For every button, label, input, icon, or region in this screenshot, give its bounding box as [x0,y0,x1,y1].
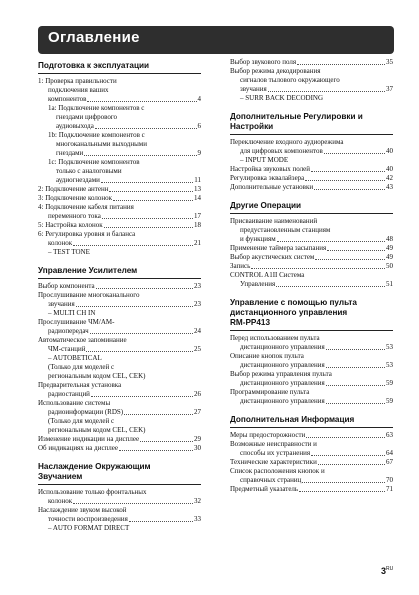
toc-page-number: 25 [194,345,201,353]
dot-leader [326,367,385,368]
toc-entry-text: радиоинформации (RDS) [48,408,124,416]
toc-entry [230,485,393,494]
toc-entry [38,435,201,444]
toc-entry [38,327,201,336]
toc-line [38,372,201,381]
toc-entry-text: подключения ваших [48,86,109,94]
toc-entry-text: Прослушивание многоканального [38,291,140,299]
toc-entry [230,379,393,388]
dot-leader [109,191,193,192]
toc-entry-text: 1a: Подключение компонентов с [48,104,145,112]
toc-page-number: 18 [194,221,201,229]
dot-leader [96,288,193,289]
toc-entry-text: 3: Подключение колонок [38,194,113,202]
toc-line [38,140,201,149]
dot-leader [87,101,196,102]
toc-entry [38,497,201,506]
dot-leader [119,450,193,451]
dot-leader [276,286,385,287]
toc-entry-text: дистанционного управления [240,361,325,369]
toc-entry-text: Регулировка эквалайзера [230,174,305,182]
toc-line [230,156,393,165]
dot-leader [73,503,193,504]
dot-leader [277,241,385,242]
dot-leader [299,491,385,492]
dot-leader [318,464,385,465]
toc-entry-text: звучания [48,300,75,308]
toc-entry [38,408,201,417]
toc-entry-text: – TEST TONE [48,248,90,256]
toc-entry-text: Выбор звукового поля [230,58,297,66]
toc-entry [38,122,201,131]
section-heading-line: дистанционного управления [230,308,348,317]
toc-entry-text: только с аналоговыми [56,167,122,175]
toc-page-number: 70 [386,476,393,484]
toc-line [38,167,201,176]
toc-entry-text: – MULTI CH IN [48,309,96,317]
toc-entry [38,390,201,399]
toc-entry [230,58,393,67]
dot-leader [326,385,385,386]
toc-entry-text: Наслаждение звуком высокой [38,506,127,514]
toc-entry [230,165,393,174]
toc-page-number: 23 [194,300,201,308]
toc-page-number: 49 [386,253,393,261]
dot-leader [76,306,193,307]
toc-page-number: 49 [386,244,393,252]
section-entries [230,431,393,494]
toc-page-number: 59 [386,397,393,405]
toc-page-number: 53 [386,343,393,351]
toc-entry-text: Об индикациях на дисплее [38,444,119,452]
toc-page-number: 24 [194,327,201,335]
toc-line [38,417,201,426]
page-number [381,566,393,576]
toc-entry [230,85,393,94]
toc-entry-text: – INPUT MODE [240,156,289,164]
dot-leader [91,396,193,397]
toc-page-number: 40 [386,147,393,155]
page-number-value: 3 [381,566,387,576]
toc-page-number: 42 [386,174,393,182]
dot-leader [311,455,385,456]
toc-entry [230,147,393,156]
toc-entry [230,361,393,370]
toc-entry [230,431,393,440]
dot-leader [86,351,193,352]
toc-line [38,524,201,533]
section-heading [230,109,393,135]
section-heading [230,198,393,214]
toc-entry [38,221,201,230]
toc-line [38,77,201,86]
toc-line [230,67,393,76]
toc-entry [230,174,393,183]
toc-entry-text: – AUTOBETICAL [48,354,102,362]
toc-page-number: 48 [386,235,393,243]
dot-leader [324,153,385,154]
section-entries [38,282,201,453]
toc-entry-text: дистанционного управления [240,397,325,405]
toc-entry-text: колонок [48,497,73,505]
toc-line [38,399,201,408]
toc-entry-text: Автоматическое запоминание [38,336,127,344]
toc-entry-text: 6: Регулировка уровня и баланса [38,230,136,238]
section-entries [230,217,393,289]
toc-entry [230,262,393,271]
toc-line [38,113,201,122]
toc-line [230,138,393,147]
toc-entry [38,212,201,221]
toc-entry-text: CONTROL A1II Система [230,271,305,279]
toc-entry [38,515,201,524]
section-entries [230,334,393,406]
toc-page-number: 71 [386,485,393,493]
toc-entry-text: Меры предосторожности [230,431,306,439]
toc-line [230,76,393,85]
toc-entry-text: Прослушивание ЧМ/АМ- [38,318,115,326]
dot-leader [101,182,193,183]
toc-entry-text: сигналов тылового окружающего [240,76,340,84]
toc-line [38,104,201,113]
toc-entry-text: радиостанций [48,390,90,398]
dot-leader [268,91,385,92]
toc-entry-text: звучания [240,85,267,93]
section-heading-line: Звучанием [38,472,83,481]
toc-entry-text: 1c: Подключение компонентов [48,158,140,166]
toc-page-number: 21 [194,239,201,247]
section-heading [230,412,393,428]
toc-entry-text: Выбор компонента [38,282,95,290]
toc-line [38,381,201,390]
toc-entry-text: Перед использованием пульта [230,334,320,342]
toc-entry [230,253,393,262]
toc-section-remote [230,295,393,406]
section-entries [230,138,393,192]
toc-entry-text: ЧМ-станций [48,345,86,353]
toc-entry-text: многоканальными выходными [56,140,147,148]
toc-entry-text: компонентов [48,95,87,103]
toc-page-number: 53 [386,361,393,369]
toc-entry-text: (Только для моделей с [48,417,115,425]
toc-line [38,309,201,318]
section-heading-line: Дополнительные Регулировки и [230,112,363,121]
toc-entry [230,397,393,406]
dot-leader [326,403,385,404]
toc-page-number: 63 [386,431,393,439]
toc-entry [230,343,393,352]
toc-page-number: 6 [197,122,201,130]
toc-line [38,248,201,257]
toc-entry-text: способы их устранения [240,449,311,457]
toc-line [38,203,201,212]
toc-line [38,336,201,345]
toc-page-number: 64 [386,449,393,457]
toc-page-number: 9 [197,149,201,157]
section-heading [38,263,201,279]
toc-entry-text: точности воспроизведения [48,515,128,523]
toc-entry-text: 4: Подключение кабеля питания [38,203,134,211]
toc-entry [38,149,201,158]
toc-entry-text: Применение таймера засыпания [230,244,327,252]
toc-entry-text: радиопередач [48,327,89,335]
toc-entry [230,183,393,192]
toc-entry-text: региональным кодом CEL, CEK) [48,372,146,380]
toc-entry-text: Программирование пульта [230,388,310,396]
toc-line [38,230,201,239]
toc-entry-text: 5: Настройка колонок [38,221,103,229]
toc-page-number: 67 [386,458,393,466]
toc-page-number: 14 [194,194,201,202]
dot-leader [104,227,193,228]
toc-entry-text: Переключение входного аудиорежима [230,138,344,146]
toc-section-adv [230,109,393,192]
toc-entry-text: аудиогнездами [56,176,100,184]
toc-line [38,354,201,363]
toc-page-number: 11 [194,176,201,184]
toc-entry-text: Изменение индикации на дисплее [38,435,140,443]
dot-leader [84,155,196,156]
toc-column-right [230,58,393,494]
toc-page-number: 23 [194,282,201,290]
toc-entry [230,458,393,467]
toc-entry [230,449,393,458]
page-title: Оглавление [48,29,140,46]
section-heading-text: Дополнительная Информация [230,415,355,424]
toc-entry [230,280,393,289]
toc-line [38,158,201,167]
toc-entry [38,185,201,194]
toc-entry-text: Выбор режима управления пульта [230,370,332,378]
section-heading-text: Управление Усилителем [38,266,138,275]
toc-section-prep [38,58,201,257]
toc-entry [38,345,201,354]
dot-leader [140,441,193,442]
section-entries [38,77,201,257]
toc-entry [38,176,201,185]
toc-entry-text: 2: Подключение антенн [38,185,109,193]
toc-section-cont [230,58,393,103]
toc-line [230,271,393,280]
toc-line [38,426,201,435]
toc-page-number: 50 [386,262,393,270]
toc-entry-text: Выбор акустических систем [230,253,315,261]
toc-line [230,370,393,379]
section-heading-text: Другие Операции [230,201,302,210]
toc-entry-text: (Только для моделей с [48,363,115,371]
toc-entry-text: Настройка звуковых полей [230,165,310,173]
toc-page-number: 59 [386,379,393,387]
toc-page-number: 17 [194,212,201,220]
section-heading [230,295,393,331]
toc-page-number: 37 [386,85,393,93]
toc-line [38,363,201,372]
toc-line [230,388,393,397]
toc-entry-text: аудиовыхода [56,122,94,130]
toc-page-number: 29 [194,435,201,443]
toc-entry [38,444,201,453]
toc-entry-text: 1: Проверка правильности [38,77,117,85]
section-entries [38,488,201,533]
toc-entry-text: Предметный указатель [230,485,299,493]
toc-entry-text: Дополнительные установки [230,183,314,191]
dot-leader [314,189,385,190]
toc-entry-text: Предварительная установка [38,381,122,389]
toc-entry-text: для цифровых компонентов [240,147,323,155]
toc-page-number: 51 [386,280,393,288]
dot-leader [315,259,385,260]
toc-page-number: 26 [194,390,201,398]
toc-entry-text: колонок [48,239,73,247]
toc-entry-text: гнездами [56,149,84,157]
toc-line [38,318,201,327]
toc-entry-text: переменного тока [48,212,101,220]
section-heading-line: Управление с помощью пульта [230,298,357,307]
dot-leader [95,128,197,129]
section-heading-line: Настройки [230,122,274,131]
toc-page-number: 33 [194,515,201,523]
title-bar [38,26,394,54]
toc-section-info [230,412,393,494]
section-entries [230,58,393,103]
toc-line [38,291,201,300]
toc-section-surround [38,459,201,533]
toc-entry-text: дистанционного управления [240,343,325,351]
toc-entry-text: справочных страниц [240,476,302,484]
toc-page-number: 40 [386,165,393,173]
toc-line [38,86,201,95]
toc-entry-text: Возможные неисправности и [230,440,317,448]
dot-leader [306,437,385,438]
toc-line [230,440,393,449]
toc-page-number: 13 [194,185,201,193]
toc-page-number: 27 [194,408,201,416]
toc-entry-text: 1b: Подключение компонентов с [48,131,145,139]
toc-line [230,467,393,476]
toc-entry-text: предустановленным станциям [240,226,331,234]
toc-entry-text: Технические характеристики [230,458,317,466]
toc-entry-text: Управления [240,280,276,288]
toc-line [38,488,201,497]
toc-entry [38,194,201,203]
toc-entry-text: дистанционного управления [240,379,325,387]
toc-line [230,226,393,235]
toc-line [230,352,393,361]
section-heading-line: Наслаждение Окружающим [38,462,151,471]
toc-page-number: 30 [194,444,201,452]
toc-line [38,506,201,515]
page-number-suffix: RU [386,566,394,572]
toc-entry-text: и функциям [240,235,276,243]
section-heading-line: RM-PP413 [230,318,271,327]
dot-leader [90,333,193,334]
toc-entry-text: – AUTO FORMAT DIRECT [48,524,130,532]
dot-leader [124,414,193,415]
toc-section-amp [38,263,201,453]
toc-entry-text: Присваивание наименований [230,217,318,225]
toc-entry-text: – SURR BACK DECODING [240,94,324,102]
toc-line [38,131,201,140]
dot-leader [251,268,385,269]
dot-leader [73,245,193,246]
toc-line [230,94,393,103]
section-heading-text: Подготовка к эксплуатации [38,61,150,70]
toc-entry [230,235,393,244]
toc-entry [38,300,201,309]
toc-page-number: 43 [386,183,393,191]
toc-entry [230,244,393,253]
dot-leader [102,218,193,219]
dot-leader [326,349,385,350]
toc-section-other [230,198,393,289]
toc-line [230,334,393,343]
dot-leader [311,171,385,172]
toc-entry-text: Запись [230,262,251,270]
dot-leader [327,250,385,251]
dot-leader [113,200,193,201]
toc-line [230,217,393,226]
section-heading [38,459,201,485]
toc-page-number: 32 [194,497,201,505]
toc-entry-text: Описание кнопок пульта [230,352,304,360]
toc-column-left [38,58,201,533]
toc-entry [38,282,201,291]
section-heading [38,58,201,74]
dot-leader [302,482,385,483]
dot-leader [129,521,193,522]
dot-leader [297,64,385,65]
toc-entry-text: гнездами цифрового [56,113,118,121]
toc-entry-text: региональным кодом CEL, CEK) [48,426,146,434]
toc-entry-text: Использование системы [38,399,111,407]
toc-entry [38,239,201,248]
toc-entry-text: Выбор режима декодирования [230,67,321,75]
toc-entry-text: Использование только фронтальных [38,488,147,496]
dot-leader [305,180,385,181]
toc-entry [230,476,393,485]
toc-page-number: 35 [386,58,393,66]
toc-page-number: 4 [197,95,201,103]
toc-entry [38,95,201,104]
toc-entry-text: Список расположения кнопок и [230,467,325,475]
